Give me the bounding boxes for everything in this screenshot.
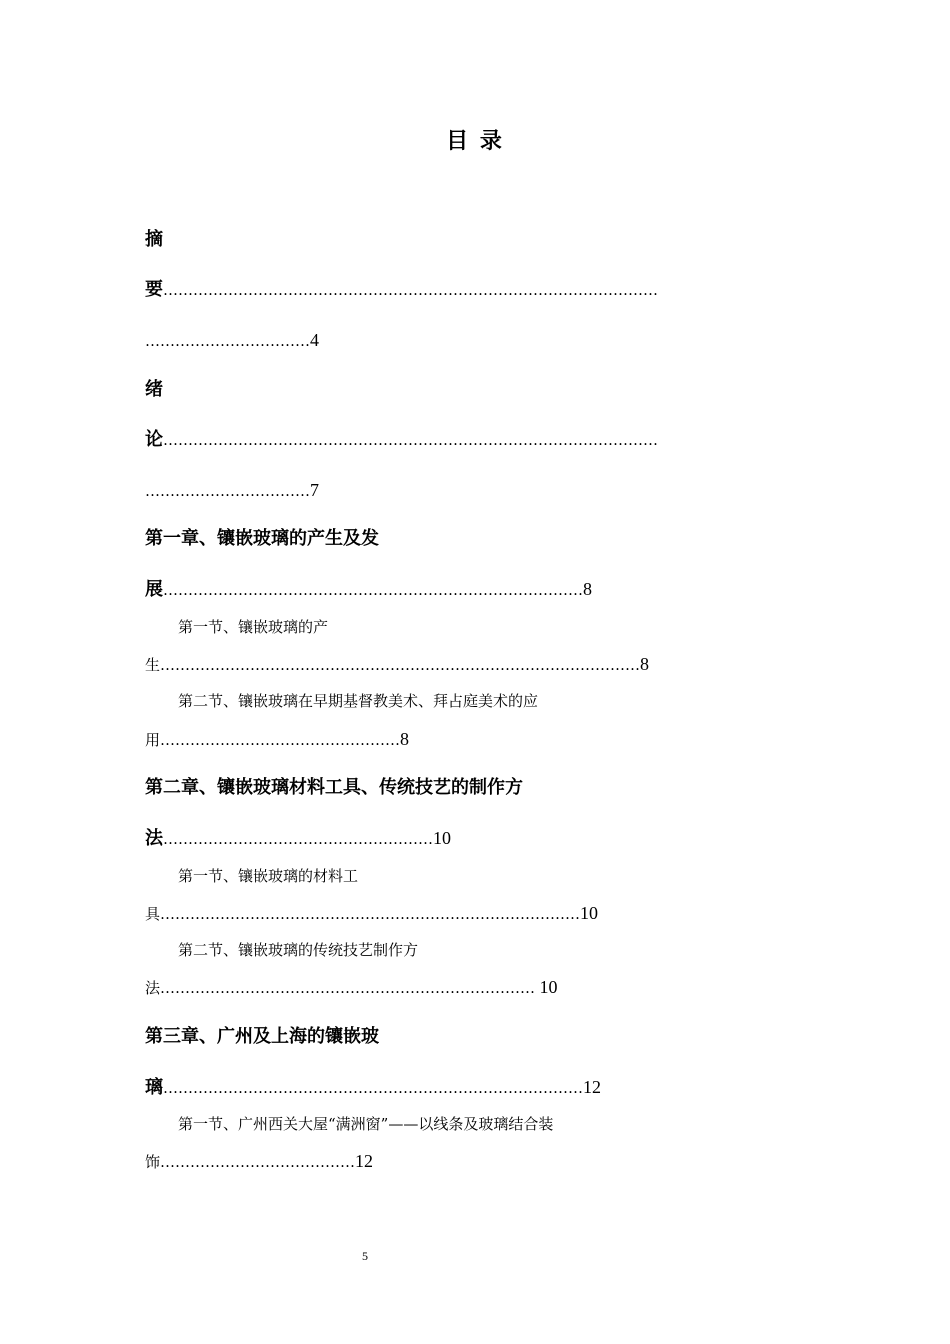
dot-leader: ……………………………………………………………………………………	[160, 656, 641, 674]
toc-entry-chapter3-line1[interactable]	[145, 1022, 379, 1052]
entry-text: 摘	[145, 229, 163, 250]
toc-entry-ch1-sec1-line2[interactable]	[145, 649, 649, 680]
page-ref: 12	[583, 1077, 601, 1097]
toc-entry-intro-line2[interactable]	[145, 425, 658, 455]
page-ref: 10	[433, 828, 451, 848]
toc-entry-chapter3-line2[interactable]	[145, 1072, 601, 1103]
page-ref: 10	[535, 977, 558, 997]
entry-text: 第一章、镶嵌玻璃的产生及发	[145, 528, 379, 549]
toc-entry-chapter1-line2[interactable]	[145, 574, 592, 605]
toc-entry-chapter2-line2[interactable]	[145, 823, 451, 854]
toc-entry-abstract-line2[interactable]	[145, 275, 658, 305]
entry-text: 法	[145, 828, 163, 849]
page-ref: 8	[583, 579, 592, 599]
entry-text: 第一节、镶嵌玻璃的材料工	[178, 867, 359, 885]
page-ref: 7	[310, 480, 319, 500]
dot-leader: ………………………………………………………………………………………	[163, 281, 658, 299]
toc-entry-ch3-sec1-line2[interactable]	[145, 1146, 373, 1177]
entry-text: 第二节、镶嵌玻璃在早期基督教美术、拜占庭美术的应	[178, 692, 539, 710]
toc-entry-ch2-sec1-line2[interactable]	[145, 898, 598, 929]
page-ref: 8	[640, 654, 650, 674]
dot-leader: …………………………………………………………………………	[163, 1079, 583, 1097]
entry-text: 用	[145, 731, 161, 749]
dot-leader: ……………………………	[145, 332, 310, 350]
toc-entry-abstract-line3[interactable]	[145, 325, 319, 356]
toc-entry-ch2-sec1-line1[interactable]	[178, 861, 358, 891]
entry-text: 绪	[145, 379, 163, 400]
entry-text: 法	[145, 979, 161, 997]
entry-text: 生	[145, 656, 161, 674]
dot-leader: …………………………………………………………………	[160, 979, 536, 997]
toc-entry-abstract-line1[interactable]	[145, 225, 163, 255]
entry-text: 要	[145, 279, 163, 300]
entry-text: 第一节、广州西关大屋“满洲窗”——以线条及玻璃结合装	[178, 1115, 554, 1133]
entry-text: 璃	[145, 1077, 163, 1098]
entry-text: 第三章、广州及上海的镶嵌玻	[145, 1026, 379, 1047]
entry-text: 论	[145, 429, 163, 450]
entry-text: 展	[145, 579, 163, 600]
page-ref: 8	[400, 729, 410, 749]
dot-leader: …………………………………………………………………………	[160, 905, 581, 923]
toc-entry-chapter2-line1[interactable]	[145, 773, 523, 803]
toc-entry-chapter1-line1[interactable]	[145, 524, 379, 554]
toc-entry-ch1-sec1-line1[interactable]	[178, 612, 328, 642]
toc-entry-ch1-sec2-line1[interactable]	[178, 686, 538, 716]
page-ref: 10	[580, 903, 599, 923]
dot-leader: ………………………………………………	[163, 830, 433, 848]
entry-text: 具	[145, 905, 161, 923]
toc-entry-intro-line3[interactable]	[145, 475, 319, 506]
dot-leader: …………………………………………………………………………	[163, 581, 583, 599]
entry-text: 第一节、镶嵌玻璃的产	[178, 618, 329, 636]
dot-leader: …………………………………	[160, 1153, 356, 1171]
toc-entry-ch2-sec2-line1[interactable]	[178, 935, 418, 965]
page-ref: 12	[355, 1151, 374, 1171]
toc-entry-ch3-sec1-line1[interactable]	[178, 1109, 553, 1139]
page-number: 5	[362, 1249, 368, 1263]
entry-text: 第二章、镶嵌玻璃材料工具、传统技艺的制作方	[145, 777, 523, 798]
toc-entry-ch1-sec2-line2[interactable]	[145, 724, 409, 755]
entry-text: 第二节、镶嵌玻璃的传统技艺制作方	[178, 941, 419, 959]
entry-text: 饰	[145, 1153, 161, 1171]
toc-title: 目 录	[446, 129, 504, 154]
dot-leader: …………………………………………	[160, 731, 401, 749]
toc-entry-ch2-sec2-line2[interactable]	[145, 972, 558, 1003]
toc-entry-intro-line1[interactable]	[145, 375, 163, 405]
dot-leader: ………………………………………………………………………………………	[163, 431, 658, 449]
dot-leader: ……………………………	[145, 482, 310, 500]
page-ref: 4	[310, 330, 319, 350]
